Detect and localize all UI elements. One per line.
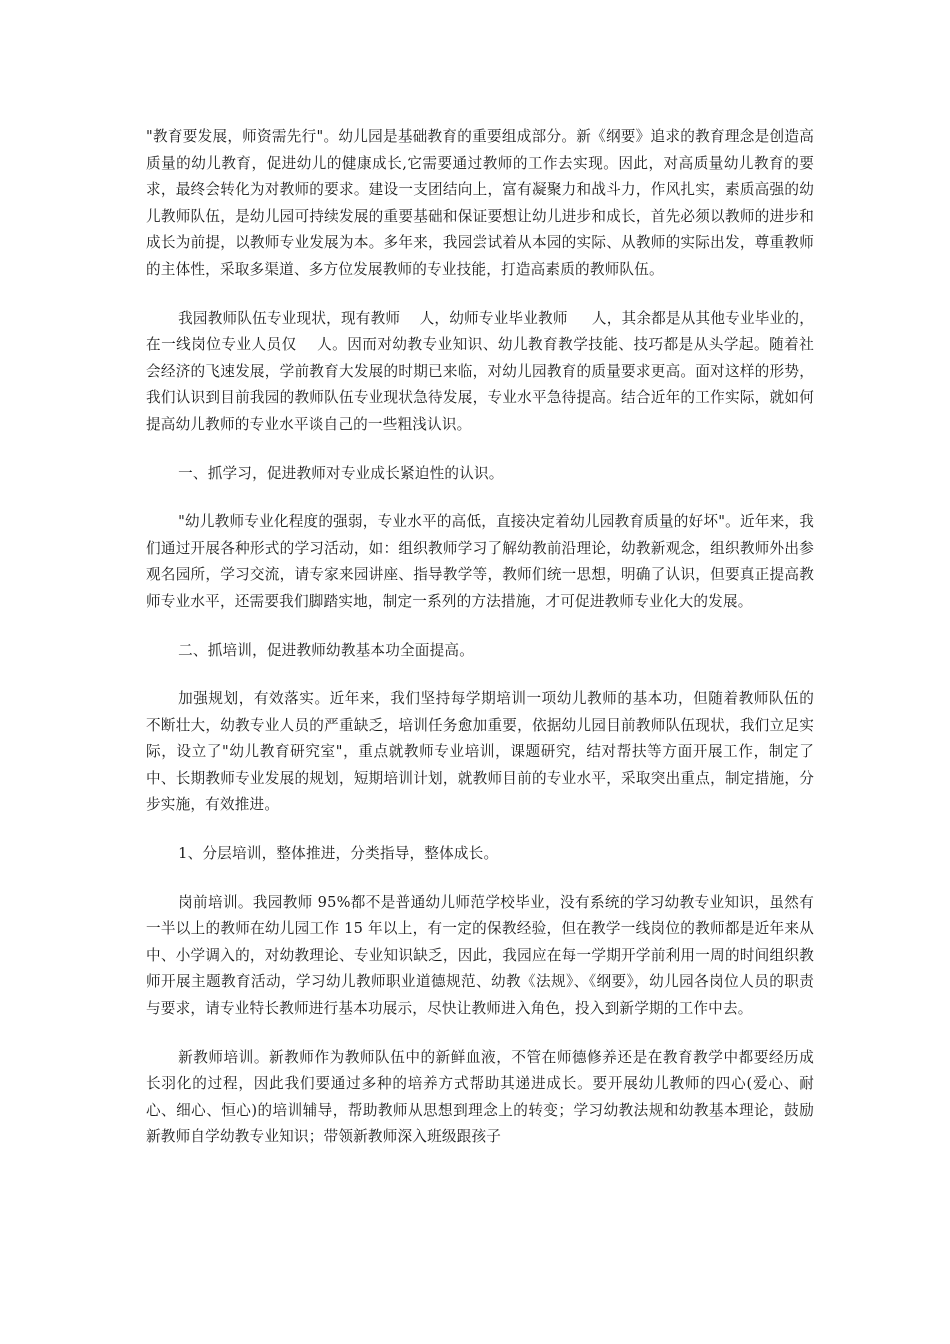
section-heading-1: 一、抓学习，促进教师对专业成长紧迫性的认识。 — [178, 464, 504, 482]
document-page — [146, 124, 814, 1173]
paragraph-staff-status: 我园教师队伍专业现状，现有教师 人，幼师专业毕业教师 人，其余都是从其他专业毕业的，在一线岗位专业人员仅 人。因而对幼教专业知识、幼儿教育教学技能、技巧都是从头学起。随着社会经济的飞速发展，学前教育大发展的时期已来临，对幼儿园教育的质量要求更高。面对这样的形势，我们认识到目前我园的教师队伍专业现状急待发展，专业水平急待提高。结合近年的工作实际，就如何提高幼儿教师的专业水平谈自己的一些粗浅认识。 — [146, 309, 814, 433]
subsection-heading-1: 1、分层培训，整体推进，分类指导，整体成长。 — [178, 845, 499, 863]
paragraph-pre-job-training: 岗前培训。我园教师 95%都不是普通幼儿师范学校毕业，没有系统的学习幼教专业知识，虽然有一半以上的教师在幼儿园工作 15 年以上，有一定的保教经验，但在教学一线岗位的教师都是近年来从中、小学调入的，对幼教理论、专业知识缺乏，因此，我园应在每一学期开学前利用一周的时间组织教师开展主题教育活动，学习幼儿教师职业道德规范、幼教《法规》、《纲要》，幼儿园各岗位人员的职责与要求，请专业特长教师进行基本功展示，尽快让教师进入角色，投入到新学期的工作中去。 — [146, 893, 814, 1018]
paragraph-learning: "幼儿教师专业化程度的强弱，专业水平的高低，直接决定着幼儿园教育质量的好坏"。近年来，我们通过开展各种形式的学习活动，如：组织教师学习了解幼教前沿理论，幼教新观念，组织教师外出参观名园所，学习交流，请专家来园讲座、指导教学等，教师们统一思想，明确了认识，但要真正提高教师专业水平，还需要我们脚踏实地，制定一系列的方法措施，才可促进教师专业化大的发展。 — [146, 513, 814, 610]
paragraph-planning: 加强规划，有效落实。近年来，我们坚持每学期培训一项幼儿教师的基本功，但随着教师队伍的不断壮大，幼教专业人员的严重缺乏，培训任务愈加重要，依据幼儿园目前教师队伍现状，我们立足实际，设立了"幼儿教育研究室"，重点就教师专业培训，课题研究，结对帮扶等方面开展工作，制定了中、长期教师专业发展的规划，短期培训计划，就教师目前的专业水平，采取突出重点，制定措施，分步实施，有效推进。 — [146, 690, 814, 814]
section-heading-2: 二、抓培训，促进教师幼教基本功全面提高。 — [178, 641, 474, 659]
paragraph-intro: "教育要发展，师资需先行"。幼儿园是基础教育的重要组成部分。新《纲要》追求的教育理念是创造高质量的幼儿教育，促进幼儿的健康成长,它需要通过教师的工作去实现。因此，对高质量幼儿教育的要求，最终会转化为对教师的要求。建设一支团结向上，富有凝聚力和战斗力，作风扎实，素质高强的幼儿教师队伍，是幼儿园可持续发展的重要基础和保证要想让幼儿进步和成长，首先必须以教师的进步和成长为前提，以教师专业发展为本。多年来，我园尝试着从本园的实际、从教师的实际出发，尊重教师的主体性，采取多渠道、多方位发展教师的专业技能，打造高素质的教师队伍。 — [146, 128, 814, 278]
paragraph-new-teacher-training: 新教师培训。新教师作为教师队伍中的新鲜血液，不管在师德修养还是在教育教学中都要经历成长羽化的过程，因此我们要通过多种的培养方式帮助其递进成长。要开展幼儿教师的四心(爱心、耐心、细心、恒心)的培训辅导，帮助教师从思想到理念上的转变；学习幼教法规和幼教基本理论，鼓励新教师自学幼教专业知识；带领新教师深入班级跟孩子 — [146, 1048, 814, 1146]
